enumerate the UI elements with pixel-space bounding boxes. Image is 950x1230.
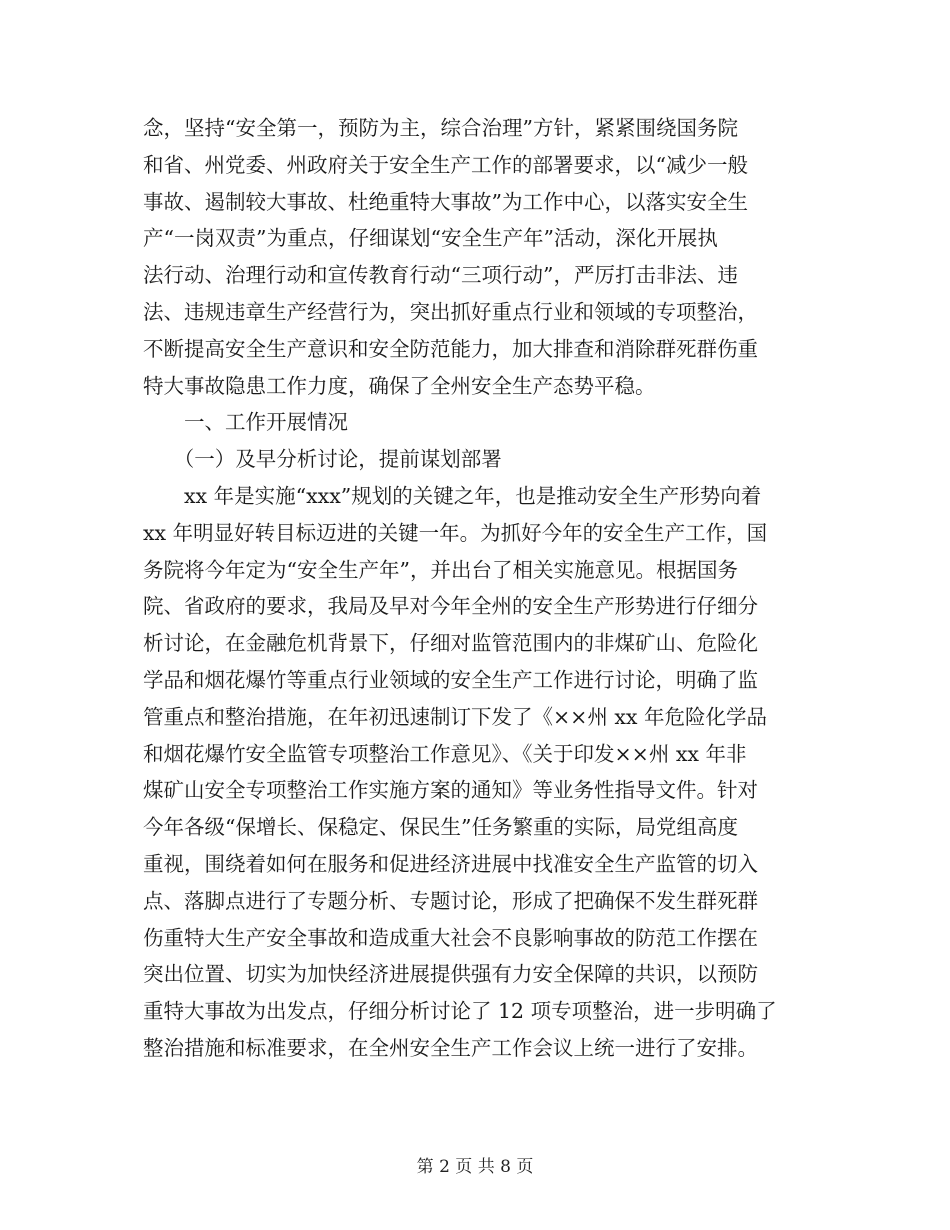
text-line: 和省、州党委、州政府关于安全生产工作的部署要求，以“减少一般	[143, 152, 748, 177]
text-line: 析讨论，在金融危机背景下，仔细对监管范围内的非煤矿山、危险化	[143, 631, 758, 656]
text-line: 伤重特大生产安全事故和造成重大社会不良影响事故的防范工作摆在	[143, 925, 758, 950]
text-line: 务院将今年定为“安全生产年”，并出台了相关实施意见。根据国务	[143, 557, 738, 582]
text-line: 念，坚持“安全第一，预防为主，综合治理”方针，紧紧围绕国务院	[143, 116, 738, 140]
text-line: 管重点和整治措施，在年初迅速制订下发了《××州 xx 年危险化学品	[143, 704, 768, 729]
section-heading: 一、工作开展情况	[143, 410, 348, 435]
text-line: 今年各级“保增长、保稳定、保民生”任务繁重的实际，局党组高度	[143, 815, 738, 840]
body-text	[143, 110, 803, 1067]
text-line: 特大事故隐患工作力度，确保了全州安全生产态势平稳。	[143, 373, 656, 398]
text-line: 法行动、治理行动和宣传教育行动“三项行动”，严厉打击非法、违	[143, 263, 738, 288]
text-line: xx 年明显好转目标迈进的关键一年。为抓好今年的安全生产工作，国	[143, 520, 768, 545]
page-number-footer: 第 2 页 共 8 页	[416, 1157, 534, 1177]
text-line: 点、落脚点进行了专题分析、专题讨论，形成了把确保不发生群死群	[143, 888, 758, 913]
text-line: 法、违规违章生产经营行为，突出抓好重点行业和领域的专项整治，	[143, 299, 758, 324]
text-line: xx 年是实施“xxx”规划的关键之年，也是推动安全生产形势向着	[143, 483, 762, 508]
text-line: 煤矿山安全专项整治工作实施方案的通知》等业务性指导文件。针对	[143, 778, 758, 803]
text-line: 院、省政府的要求，我局及早对今年全州的安全生产形势进行仔细分	[143, 594, 758, 619]
subsection-heading: （一）及早分析讨论，提前谋划部署	[143, 447, 502, 472]
text-line: 突出位置、切实为加快经济进展提供强有力安全保障的共识，以预防	[143, 962, 758, 987]
text-line: 重视，围绕着如何在服务和促进经济进展中找准安全生产监管的切入	[143, 851, 758, 876]
text-line: 不断提高安全生产意识和安全防范能力，加大排查和消除群死群伤重	[143, 336, 758, 361]
text-line: 事故、遏制较大事故、杜绝重特大事故”为工作中心，以落实安全生	[143, 189, 748, 214]
text-line: 产“一岗双责”为重点，仔细谋划“安全生产年”活动，深化开展执	[143, 226, 718, 251]
text-line: 整治措施和标准要求，在全州安全生产工作会议上统一进行了安排。	[143, 1035, 758, 1060]
text-line: 学品和烟花爆竹等重点行业领域的安全生产工作进行讨论，明确了监	[143, 667, 758, 692]
text-line: 重特大事故为出发点，仔细分析讨论了 12 项专项整治，进一步明确了	[143, 999, 777, 1024]
text-line: 和烟花爆竹安全监管专项整治工作意见》、《关于印发××州 xx 年非	[143, 741, 747, 766]
